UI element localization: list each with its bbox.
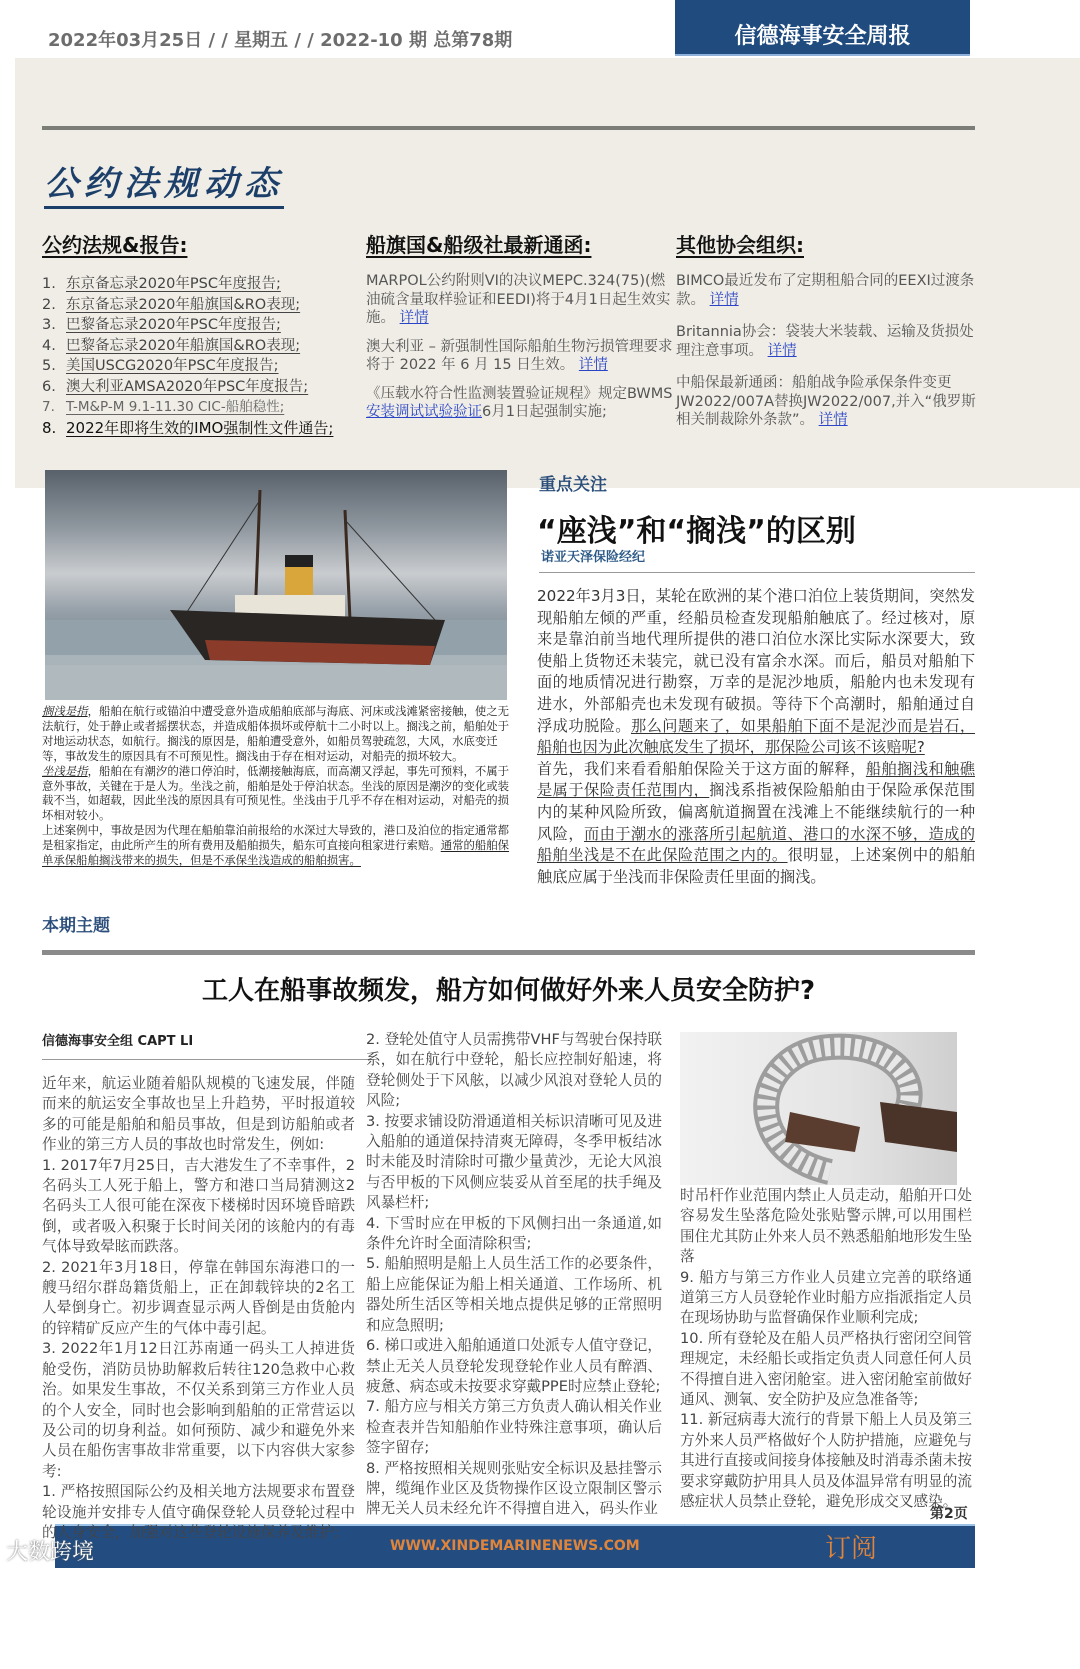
article-text: 首先，我们来看看船舶保险关于这方面的解释， — [537, 759, 866, 778]
article-text: 很明显，上述案例中的船舶触底应属于坐浅而非保险责任里面的搁浅。 — [537, 846, 976, 886]
column-heading: 其他协会组织: — [676, 233, 804, 257]
divider — [42, 950, 975, 955]
caption-highlight: 通常的船舶保单承保船舶搁浅带来的损失，但是不承保坐浅造成的船舶损害。 — [42, 838, 510, 868]
caption-text: ，船舶在航行或锚泊中遭受意外造成船舶底部与海底、河床或浅滩紧密接触，使之无法航行，处于静止或者摇摆状态，并造成船体损坏或停航十二小时以上。搁浅之前，船舶处于对地运动状态，如航行。搁浅的原因是，船舶遭受意外，如船员驾驶疏忽，大风，水底变迁等，事故发生的原因具有不可预见性。搁浅由于存在相对运动，对船壳的损坏较大。 — [42, 704, 510, 763]
paragraph: 10. 所有登轮及在船人员严格执行密闭空间管理规定，未经船长或指定负责人同意任何人员不得擅自进入密闭舱室。进入密闭舱室前做好通风、测氧、安全防护及应急准备等; — [680, 1329, 972, 1409]
paragraph: 2. 2021年3月18日，停靠在韩国东海港口的一艘马绍尔群岛籍货船上，正在卸载锌块的2名工人晕倒身亡。初步调查显示两人昏倒是由货舱内的锌精矿反应产生的气体中毒引起。 — [42, 1258, 355, 1337]
paragraph: 4. 下雪时应在甲板的下风侧扫出一条通道,如条件允许时全面清除积雪; — [366, 1214, 662, 1253]
details-link[interactable]: 详情 — [818, 412, 848, 428]
report-link[interactable]: 2022年即将生效的IMO强制性文件通告; — [66, 418, 334, 437]
rope-photo — [680, 1032, 957, 1185]
associations-column — [676, 232, 976, 430]
notice-text: 中船保最新通函：船舶战争险承保条件变更JW2022/007A替换JW2022/007,并入“俄罗斯相关制裁除外条款”。 — [676, 375, 976, 428]
report-list-item[interactable] — [42, 274, 357, 295]
report-list-item[interactable] — [42, 397, 357, 418]
dateline: 2022年03月25日 / / 星期五 / / 2022-10 期 总第78期 — [48, 30, 513, 51]
details-link[interactable]: 详情 — [767, 342, 797, 359]
divider — [42, 126, 975, 130]
report-link[interactable]: T-M&P-M 9.1-11.30 CIC-船舶稳性; — [66, 399, 285, 415]
report-list-item[interactable] — [42, 418, 357, 439]
report-list-item[interactable] — [42, 295, 357, 316]
paragraph: 1. 2017年7月25日，吉大港发生了不幸事件，2名码头工人死于船上，警方和港口当局猜测这2名码头工人很可能在深夜下楼梯时因环境昏暗跌倒，或者吸入积聚于长时间关闭的该舱内的有毒气体导致晕眩而跌落。 — [42, 1156, 355, 1256]
notice-text: 《压载水符合性监测装置验证规程》规定BWMS — [366, 385, 673, 402]
divider — [539, 572, 975, 573]
theme-author: 信德海事安全组 CAPT LI — [42, 1034, 194, 1049]
ship-photo-caption — [42, 704, 517, 868]
report-list-item[interactable] — [42, 315, 357, 336]
caption-text: ，船舶在有潮汐的港口停泊时，低潮接触海底，而高潮又浮起，事先可预料，不属于意外事故，关键在于是人为。坐浅之前，船舶是处于停泊状态。坐浅的原因是潮汐的变化或装载不当，如超载，因此坐浅的原因具有可预见性。坐浅由于几乎不存在相对运动，对船壳的损坏相对较小。 — [42, 763, 510, 823]
report-link[interactable]: 澳大利亚AMSA2020年PSC年度报告; — [66, 378, 309, 395]
notice-text: 6月1日起强制实施; — [482, 404, 607, 420]
article-body — [537, 586, 975, 888]
term-stranding: 搁浅是指 — [42, 704, 88, 718]
watermark: 大数跨境 — [6, 1540, 95, 1565]
focus-label: 重点关注 — [539, 475, 607, 495]
article-author: 诺亚天泽保险经纪 — [541, 550, 646, 565]
masthead-title: 信德海事安全周报 — [675, 0, 970, 56]
paragraph: 11. 新冠病毒大流行的背景下船上人员及第三方外来人员严格做好个人防护措施，应避免与其进行直接或间接身体接触及时消毒杀菌未按要求穿戴防护用具人员及体温异常有明显的流感症状人员禁止登轮，避免形成交叉感染。 — [680, 1411, 972, 1511]
notice-text: Britannia协会：袋装大米装载、运输及货损处理注意事项。 — [676, 324, 974, 359]
paragraph: 1. 严格按照国际公约及相关地方法规要求布置登轮设施并安排专人值守确保登轮人员登轮过程中的人身安全，加强对这些登轮设施保养及维护; — [42, 1483, 355, 1541]
theme-headline: 工人在船事故频发，船方如何做好外来人员安全防护? — [201, 976, 816, 1006]
item-number: 1. — [42, 276, 56, 292]
column-text — [42, 1074, 355, 1543]
grounded-ship-photo — [45, 470, 507, 700]
paragraph: 2. 登轮处值守人员需携带VHF与驾驶台保持联系，如在航行中登轮，船长应控制好船速，将登轮侧处于下风舷，以减少风浪对登轮人员的风险; — [366, 1031, 663, 1110]
paragraph: 3. 2022年1月12日江苏南通一码头工人掉进货舱受伤，消防员协助解救后转往120急救中心救治。如果发生事故，不仅关系到第三方作业人员的个人安全，同时也会影响到船舶的正常营运以及公司的切身利益。如何预防、减少和避免外来人员在船伤害事故非常重要，以下内容供大家参考: — [42, 1340, 355, 1480]
bwms-link[interactable]: 安装调试试验验证 — [366, 404, 482, 420]
report-link[interactable]: 东京备忘录2020年船旗国&RO表现; — [66, 296, 301, 313]
details-link[interactable]: 详情 — [399, 310, 429, 326]
theme-column-3 — [680, 1186, 972, 1513]
item-number: 4. — [42, 337, 56, 354]
article-highlight: 而由于潮水的涨落所引起航道、港口的水深不够，造成的船舶坐浅是不在此保险范围之内的。 — [537, 824, 976, 865]
article-highlight: 那么问题来了，如果船舶下面不是泥沙而是岩石，船舶也因为此次触底发生了损坏，那保险公司该不该赔呢? — [537, 716, 976, 757]
theme-column-1 — [42, 1030, 355, 1543]
paragraph: 时吊杆作业范围内禁止人员走动，船舶开口处容易发生坠落危险处张贴警示牌,可以用围栏围住尤其防止外来人员不熟悉船舶地形发生坠落 — [680, 1187, 972, 1266]
notice-text: MARPOL公约附则VI的决议MEPC.324(75)(燃油硫含量取样验证和EEDI)将于4月1日起生效实施。 — [366, 273, 671, 326]
term-sitting-aground: 坐浅是指 — [42, 763, 88, 778]
report-link[interactable]: 东京备忘录2020年PSC年度报告; — [66, 276, 281, 292]
theme-label: 本期主题 — [42, 916, 110, 936]
section-title: 公约法规动态 — [44, 164, 284, 209]
item-number: 2. — [42, 296, 56, 313]
item-number: 3. — [42, 317, 56, 333]
article-title: “座浅”和“搁浅”的区别 — [537, 514, 856, 549]
paragraph: 近年来，航运业随着船队规模的飞速发展，伴随而来的航运安全事故也呈上升趋势，平时报道较多的可能是船舶和船员事故，但是到访船舶或者作业的第三方人员的事故也时常发生，例如: — [42, 1075, 355, 1154]
column-heading: 船旗国&船级社最新通函: — [366, 233, 592, 257]
report-list — [42, 274, 357, 438]
details-link[interactable]: 详情 — [578, 357, 608, 373]
details-link[interactable]: 详情 — [709, 291, 739, 308]
report-list-item[interactable] — [42, 356, 357, 377]
paragraph: 8. 严格按照相关规则张贴安全标识及悬挂警示牌，缆绳作业区及货物操作区设立限制区警示牌无关人员未经允许不得擅自进入，码头作业 — [366, 1459, 662, 1518]
item-number: 6. — [42, 378, 56, 395]
regulations-column — [42, 232, 357, 438]
subscribe-button[interactable]: 订阅 — [825, 1534, 878, 1564]
column-heading: 公约法规&报告: — [42, 233, 188, 257]
report-list-item[interactable] — [42, 377, 357, 398]
divider — [42, 1059, 372, 1060]
item-number: 7. — [42, 399, 55, 415]
theme-column-2 — [366, 1030, 662, 1520]
paragraph: 6. 梯口或进入船舶通道口处派专人值守登记，禁止无关人员登轮发现登轮作业人员有醉酒、疲惫、病态或未按要求穿戴PPE时应禁止登轮; — [366, 1337, 662, 1395]
page-number: 第2页 — [930, 1506, 968, 1522]
notice-text: 澳大利亚 – 新强制性国际船舶生物污损管理要求将于 2022 年 6 月 15 日生效。 — [366, 338, 673, 373]
item-number: 5. — [42, 358, 56, 374]
article-text: 搁浅系指被保险船舶由于保险承保范围内的某种风险所致，偏离航道搁置在浅滩上不能继续航行的一种风险， — [537, 781, 976, 843]
website-link[interactable]: WWW.XINDEMARINENEWS.COM — [390, 1538, 640, 1554]
paragraph: 7. 船方应与相关方第三方负责人确认相关作业检查表并告知船舶作业特殊注意事项，确认后签字留存; — [366, 1398, 662, 1457]
report-list-item[interactable] — [42, 336, 357, 357]
report-link[interactable]: 巴黎备忘录2020年船旗国&RO表现; — [66, 337, 301, 354]
flag-class-column — [366, 232, 678, 422]
paragraph: 9. 船方与第三方作业人员建立完善的联络通道第三方人员登轮作业时船方应指派指定人员在现场协助与监督确保作业顺利完成; — [680, 1268, 972, 1327]
paragraph: 5. 船舶照明是船上人员生活工作的必要条件，船上应能保证为船上相关通道、工作场所、机器处所生活区等相关地点提供足够的正常照明和应急照明; — [366, 1255, 662, 1334]
article-highlight: 船舶搁浅和触礁是属于保险责任范围内， — [537, 759, 976, 800]
item-number: 8. — [42, 418, 57, 437]
paragraph: 3. 按要求铺设防滑通道相关标识清晰可见及进入船舶的通道保持清爽无障碍，冬季甲板结冰时未能及时清除时可撒少量黄沙，无论大风浪与否甲板的下风侧应装妥从首至尾的扶手绳及风暴栏杆; — [366, 1112, 662, 1212]
report-link[interactable]: 巴黎备忘录2020年PSC年度报告; — [66, 317, 281, 333]
caption-text: 上述案例中，事故是因为代理在船舶靠泊前报给的水深过大导致的，港口及泊位的指定通常都是租家指定，由此所产生的所有费用及船舶损失，船东可直接向租家进行索赔。 — [42, 823, 510, 853]
notice-text: BIMCO最近发布了定期租船合同的EEXI过渡条款。 — [676, 273, 975, 308]
report-link[interactable]: 美国USCG2020年PSC年度报告; — [66, 358, 279, 374]
article-text: 2022年3月3日，某轮在欧洲的某个港口泊位上装货期间，突然发现船舶左倾的严重，经船员检查发现船舶触底了。经过核对，原来是靠泊前当地代理所提供的港口泊位水深比实际水深要大，致使船上货物还未装完，就已没有富余水深。而后，船员对船舶下面的地质情况进行勘察，万幸的是泥沙地质，船舱内也未发现有进水，外部船壳也未发现有破损。等待下个高潮时，船舶通过自浮成功脱险。 — [537, 587, 975, 735]
